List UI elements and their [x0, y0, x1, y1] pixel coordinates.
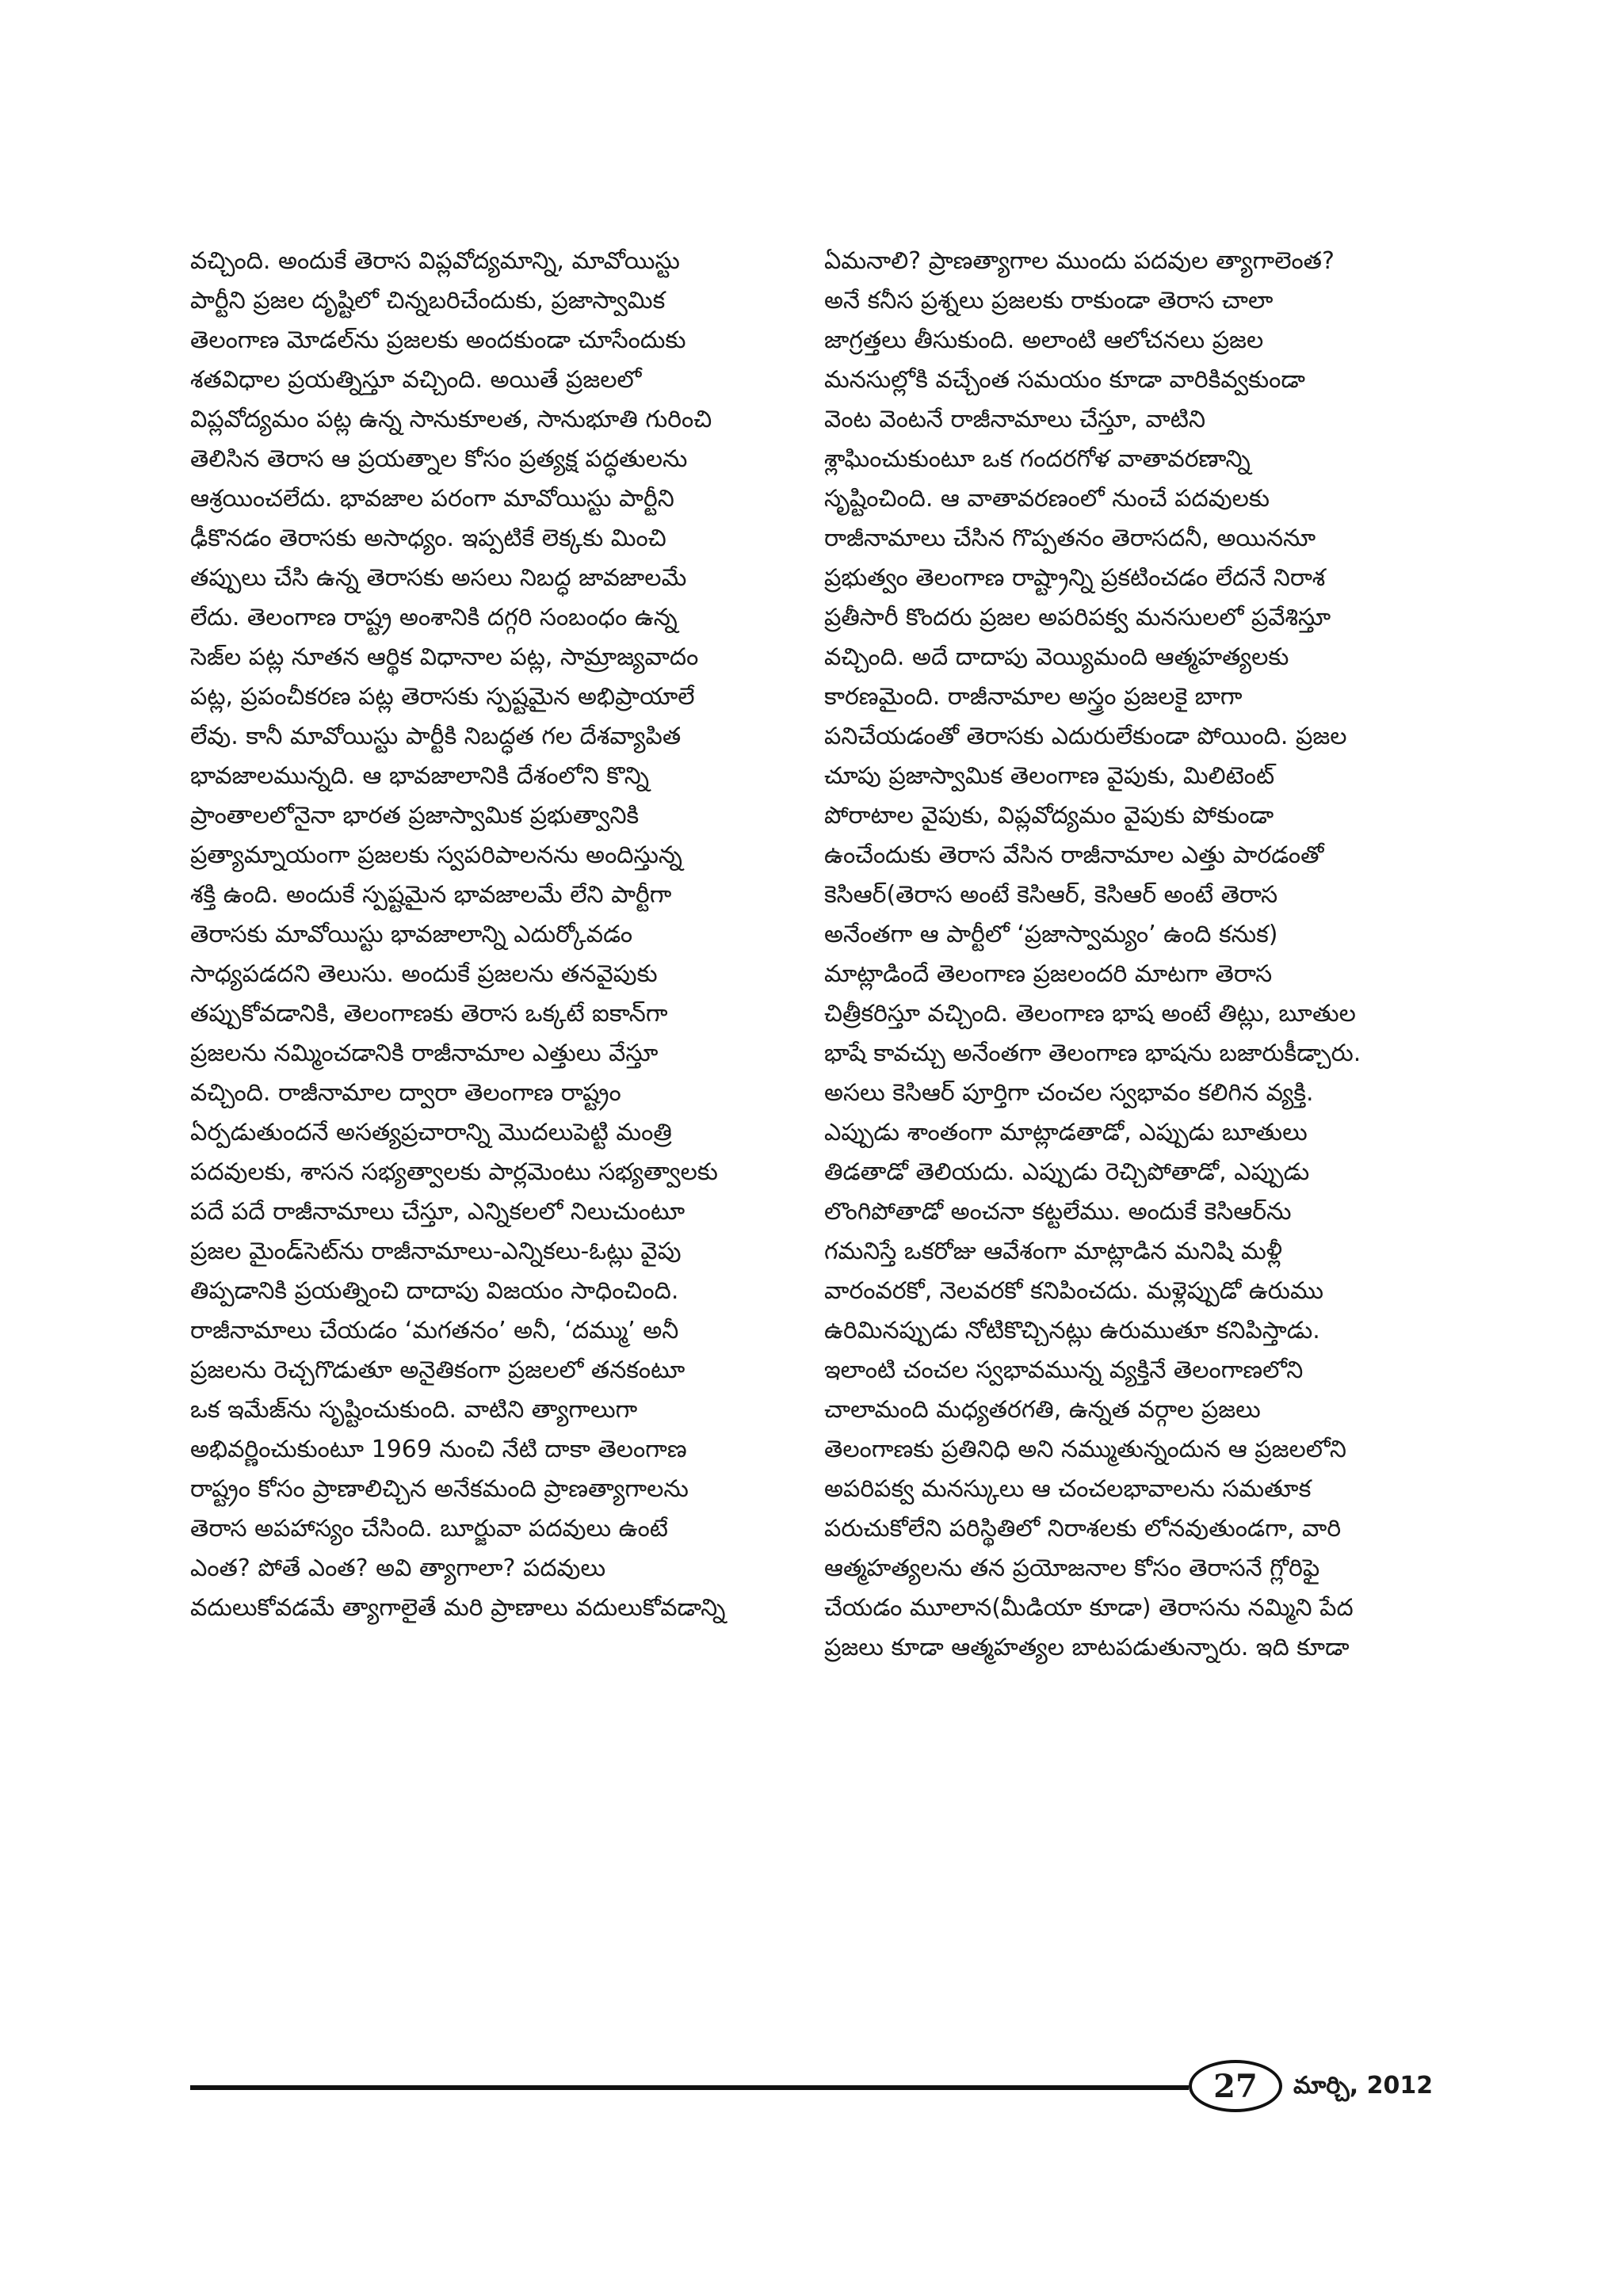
text-line: శతవిధాల ప్రయత్నిస్తూ వచ్చింది. అయితే ప్రజలలో — [190, 366, 642, 394]
text-line: ప్రజలు కూడా ఆత్మహత్యల బాటపడుతున్నారు. ఇది కూడా — [824, 1634, 1350, 1661]
text-line: ఒక ఇమేజ్‌ను సృష్టించుకుంది. వాటిని త్యాగాలుగా — [190, 1396, 638, 1424]
text-line: ఉరిమినప్పుడు నోటికొచ్చినట్లు ఉరుముతూ కనిపిస్తాడు. — [824, 1317, 1320, 1344]
text-line: శ్లాఘించుకుంటూ ఒక గందరగోళ వాతావరణాన్ని — [824, 445, 1251, 473]
text-line: కెసిఆర్(తెరాస అంటే కెసిఆర్, కెసిఆర్ అంటే తెరాస — [824, 881, 1278, 909]
text-line: అపరిపక్వ మనస్కులు ఆ చంచలభావాలను సమతూక — [824, 1475, 1312, 1503]
text-line: వారంవరకో, నెలవరకో కనిపించదు. మళ్లెప్పుడో ఉరుము — [824, 1277, 1324, 1305]
text-line: పదే పదే రాజీనామాలు చేస్తూ, ఎన్నికలలో నిలుచుంటూ — [190, 1198, 685, 1226]
text-line: చూపు ప్రజాస్వామిక తెలంగాణ వైపుకు, మిలిటెంట్ — [824, 762, 1275, 790]
left-column — [190, 242, 811, 1628]
text-line: శక్తి ఉంది. అందుకే స్పష్టమైన భావజాలమే లేని పార్టీగా — [190, 881, 672, 909]
text-line: కారణమైంది. రాజీనామాల అస్త్రం ప్రజలకై బాగా — [824, 683, 1243, 711]
text-line: జాగ్రత్తలు తీసుకుంది. అలాంటి ఆలోచనలు ప్రజల — [824, 326, 1264, 354]
page-number: 27 — [1189, 2060, 1282, 2112]
text-line: ఆత్మహత్యలను తన ప్రయోజనాల కోసం తెరాసనే గ్లోరిఫై — [824, 1554, 1320, 1582]
text-line: ప్రాంతాలలోనైనా భారత ప్రజాస్వామిక ప్రభుత్వానికి — [190, 802, 640, 830]
text-line: వెంట వెంటనే రాజీనామాలు చేస్తూ, వాటిని — [824, 406, 1206, 433]
text-line: తప్పుకోవడానికి, తెలంగాణకు తెరాస ఒక్కటే ఐకాన్‌గా — [190, 1000, 668, 1028]
text-line: చిత్రీకరిస్తూ వచ్చింది. తెలంగాణ భాష అంటే తిట్లు, బూతుల — [824, 1000, 1356, 1028]
text-line: మాట్లాడిందే తెలంగాణ ప్రజలందరి మాటగా తెరాస — [824, 960, 1273, 988]
text-line: తెలంగాణ మోడల్‌ను ప్రజలకు అందకుండా చూసేందుకు — [190, 326, 686, 354]
text-line: పోరాటాల వైపుకు, విప్లవోద్యమం వైపుకు పోకుండా — [824, 802, 1274, 830]
text-line: రాష్ట్రం కోసం ప్రాణాలిచ్చిన అనేకమంది ప్రాణత్యాగాలను — [190, 1475, 689, 1503]
text-line: లొంగిపోతాడో అంచనా కట్టలేము. అందుకే కెసిఆర్‌ను — [824, 1198, 1292, 1226]
text-line: లేవు. కానీ మావోయిస్టు పార్టీకి నిబద్ధత గల దేశవ్యాపిత — [190, 723, 682, 750]
text-line: రాజీనామాలు చేయడం ‘మగతనం’ అనీ, ‘దమ్ము’ అనీ — [190, 1317, 679, 1344]
text-line: సృష్టించింది. ఆ వాతావరణంలో నుంచే పదవులకు — [824, 485, 1270, 513]
text-line: తెలంగాణకు ప్రతినిధి అని నమ్ముతున్నందున ఆ ప్రజలలోని — [824, 1436, 1346, 1463]
text-line: పదవులకు, శాసన సభ్యత్వాలకు పార్లమెంటు సభ్యత్వాలకు — [190, 1158, 718, 1186]
text-line: పట్ల, ప్రపంచీకరణ పట్ల తెరాసకు స్పష్టమైన అభిప్రాయాలే — [190, 683, 695, 711]
text-line: భావజాలమున్నది. ఆ భావజాలానికి దేశంలోని కొన్ని — [190, 762, 650, 790]
text-line: ప్రజలను రెచ్చగొడుతూ అనైతికంగా ప్రజలలో తనకంటూ — [190, 1356, 685, 1384]
text-line: అనేంతగా ఆ పార్టీలో ‘ప్రజాస్వామ్యం’ ఉంది కనుక) — [824, 921, 1278, 948]
text-line: పార్టీని ప్రజల దృష్టిలో చిన్నబరిచేందుకు, ప్రజాస్వామిక — [190, 287, 666, 315]
text-line: ప్రభుత్వం తెలంగాణ రాష్ట్రాన్ని ప్రకటించడం లేదనే నిరాశ — [824, 564, 1326, 592]
text-line: ప్రత్యామ్నాయంగా ప్రజలకు స్వపరిపాలనను అందిస్తున్న — [190, 841, 682, 869]
text-line: అనే కనీస ప్రశ్నలు ప్రజలకు రాకుండా తెరాస చాలా — [824, 287, 1274, 315]
text-line: తెలిసిన తెరాస ఆ ప్రయత్నాల కోసం ప్రత్యక్ష పద్ధతులను — [190, 445, 688, 473]
text-line: ప్రజలను నమ్మించడానికి రాజీనామాల ఎత్తులు వేస్తూ — [190, 1039, 659, 1067]
text-line: ఏమనాలి? ప్రాణత్యాగాల ముందు పదవుల త్యాగాలెంత? — [824, 247, 1335, 275]
text-line: వచ్చింది. రాజీనామాల ద్వారా తెలంగాణ రాష్ట్రం — [190, 1079, 621, 1107]
text-line: వచ్చింది. అందుకే తెరాస విప్లవోద్యమాన్ని, మావోయిస్టు — [190, 247, 680, 275]
text-line: రాజీనామాలు చేసిన గొప్పతనం తెరాసదనీ, అయిననూ — [824, 524, 1316, 552]
text-line: మనసుల్లోకి వచ్చేంత సమయం కూడా వారికివ్వకుండా — [824, 366, 1305, 394]
right-column — [824, 242, 1445, 1668]
text-line: ఉంచేందుకు తెరాస వేసిన రాజీనామాల ఎత్తు పారడంతో — [824, 841, 1324, 869]
text-line: ఢీకొనడం తెరాసకు అసాధ్యం. ఇప్పటికే లెక్కకు మించి — [190, 524, 666, 552]
text-line: ఆశ్రయించలేదు. భావజాల పరంగా మావోయిస్టు పార్టీని — [190, 485, 674, 513]
text-line: తిడతాడో తెలియదు. ఎప్పుడు రెచ్చిపోతాడో, ఎప్పుడు — [824, 1158, 1310, 1186]
text-line: గమనిస్తే ఒకరోజు ఆవేశంగా మాట్లాడిన మనిషి మళ్లీ — [824, 1238, 1282, 1265]
text-line: ప్రతీసారీ కొందరు ప్రజల అపరిపక్వ మనసులలో ప్రవేశిస్తూ — [824, 604, 1331, 631]
text-line: వదులుకోవడమే త్యాగాలైతే మరి ప్రాణాలు వదులుకోవడాన్ని — [190, 1594, 726, 1622]
text-line: అసలు కెసిఆర్ పూర్తిగా చంచల స్వభావం కలిగిన వ్యక్తి. — [824, 1079, 1314, 1107]
issue-date: మార్చి, 2012 — [1293, 2072, 1434, 2100]
text-line: ఇలాంటి చంచల స్వభావమున్న వ్యక్తినే తెలంగాణలోని — [824, 1356, 1304, 1384]
text-line: తెరాసకు మావోయిస్టు భావజాలాన్ని ఎదుర్కోవడం — [190, 921, 633, 948]
text-line: లేదు. తెలంగాణ రాష్ట్ర అంశానికి దగ్గరి సంబంధం ఉన్న — [190, 604, 678, 631]
text-line: చేయడం మూలాన(మీడియా కూడా) తెరాసను నమ్మిని పేద — [824, 1594, 1354, 1622]
text-line: తిప్పడానికి ప్రయత్నించి దాదాపు విజయం సాధించింది. — [190, 1277, 679, 1305]
text-line: పరుచుకోలేని పరిస్థితిలో నిరాశలకు లోనవుతుండగా, వారి — [824, 1515, 1342, 1543]
text-line: వచ్చింది. అదే దాదాపు వెయ్యిమంది ఆత్మహత్యలకు — [824, 643, 1289, 671]
text-line: సెజ్‌ల పట్ల నూతన ఆర్థిక విధానాల పట్ల, సామ్రాజ్యవాదం — [190, 643, 699, 671]
text-line: అభివర్ణించుకుంటూ 1969 నుంచి నేటి దాకా తెలంగాణ — [190, 1436, 687, 1463]
text-line: సాధ్యపడదని తెలుసు. అందుకే ప్రజలను తనవైపుకు — [190, 960, 658, 988]
text-line: ఎప్పుడు శాంతంగా మాట్లాడతాడో, ఎప్పుడు బూతులు — [824, 1119, 1308, 1146]
text-line: పనిచేయడంతో తెరాసకు ఎదురులేకుండా పోయింది. ప్రజల — [824, 723, 1347, 750]
text-line: ప్రజల మైండ్‌సెట్‌ను రాజీనామాలు-ఎన్నికలు-ఓట్లు వైపు — [190, 1238, 682, 1265]
text-line: చాలామంది మధ్యతరగతి, ఉన్నత వర్గాల ప్రజలు — [824, 1396, 1261, 1424]
text-line: భాషే కావచ్చు అనేంతగా తెలంగాణ భాషను బజారుకీడ్చారు. — [824, 1039, 1361, 1067]
text-line: ఏర్పడుతుందనే అసత్యప్రచారాన్ని మొదలుపెట్టి మంత్రి — [190, 1119, 672, 1146]
text-line: తెరాస అపహాస్యం చేసింది. బూర్జువా పదవులు ఉంటే — [190, 1515, 668, 1543]
text-line: ఎంత? పోతే ఎంత? అవి త్యాగాలా? పదవులు — [190, 1554, 606, 1582]
footer-rule — [190, 2085, 1189, 2090]
text-line: విప్లవోద్యమం పట్ల ఉన్న సానుకూలత, సానుభూతి గురించి — [190, 406, 712, 433]
text-line: తప్పులు చేసి ఉన్న తెరాసకు అసలు నిబద్ధ జావజాలమే — [190, 564, 687, 592]
